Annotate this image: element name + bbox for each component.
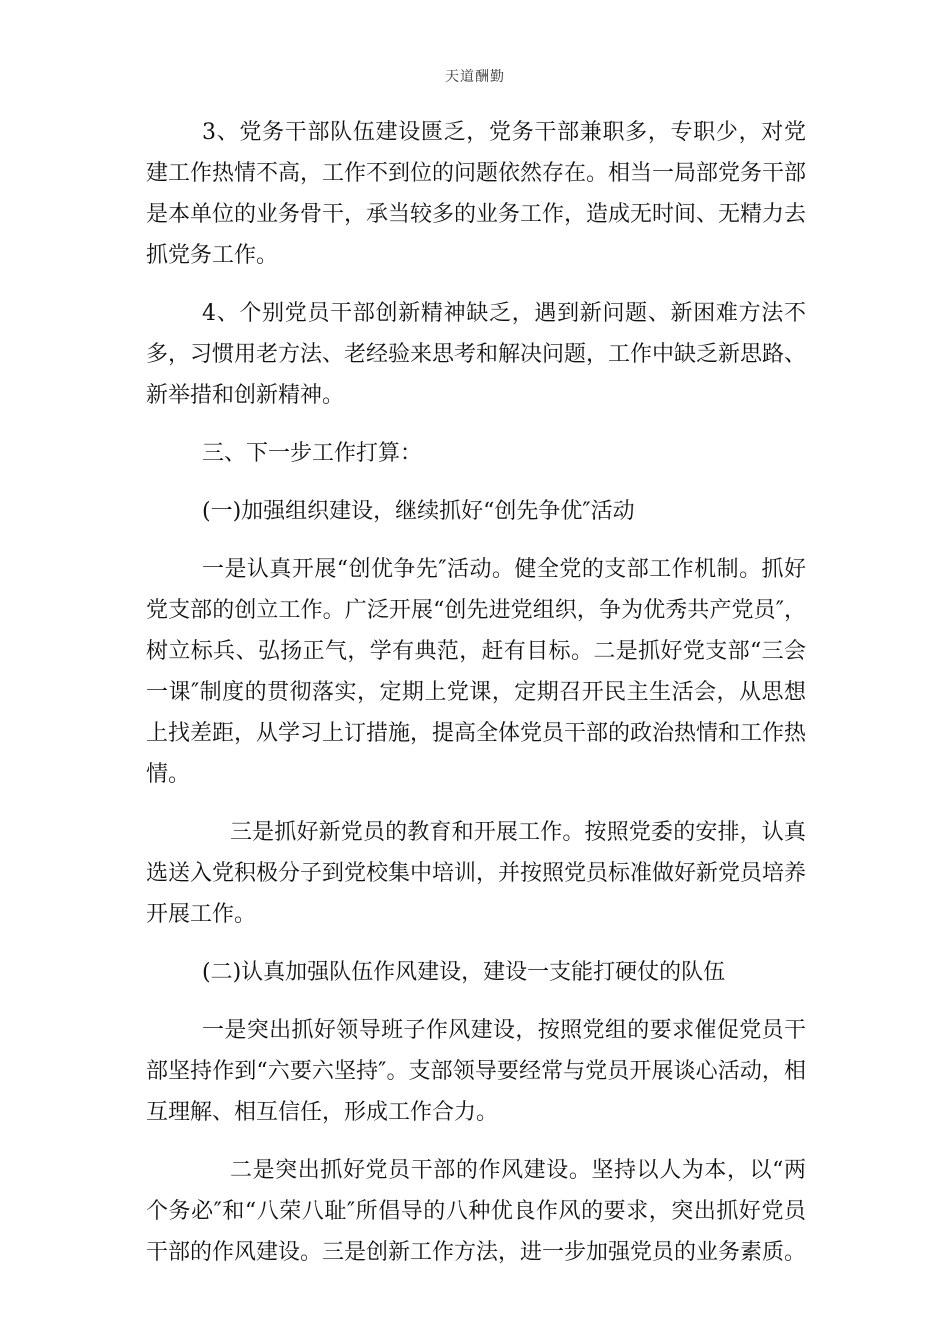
paragraph-item-4: 4、个别党员干部创新精神缺乏，遇到新问题、新困难方法不多，习惯用老方法、老经验来思考和解决问题，工作中缺乏新思路、新举措和创新精神。 (146, 301, 807, 408)
paragraph-item-3: 3、党务干部队伍建设匮乏，党务干部兼职多，专职少，对党建工作热情不高，工作不到位的问题依然存在。相当一局部党务干部是本单位的业务骨干，承当较多的业务工作，造成无时间、无精力去抓党务工作。 (146, 120, 807, 268)
paragraph-cadre-style: 二是突出抓好党员干部的作风建设。坚持以人为本，以“两个务必″和“八荣八耻″所倡导的八种优良作风的要求，突出抓好党员干部的作风建设。三是创新工作方法，进一步加强党员的业务素质。 (146, 1158, 807, 1265)
document-body (146, 112, 806, 1290)
paragraph-create-excellence: 一是认真开展“创优争先″活动。健全党的支部工作机制。抓好党支部的创立工作。广泛开展“创先进党组织，争为优秀共产党员″，树立标兵、弘扬正气，学有典范，赶有目标。二是抓好党支部“三会一课″制度的贯彻落实，定期上党课，定期召开民主生活会，从思想上找差距，从学习上订措施，提高全体党员干部的政治热情和工作热情。 (146, 557, 807, 787)
paragraph-leadership-style: 一是突出抓好领导班子作风建设，按照党组的要求催促党员干部坚持作到“六要六坚持″。支部领导要经常与党员开展谈心活动，相互理解、相互信任，形成工作合力。 (146, 1018, 806, 1125)
paragraph-new-members: 三是抓好新党员的教育和开展工作。按照党委的安排，认真选送入党积极分子到党校集中培训，并按照党员标准做好新党员培养开展工作。 (146, 820, 807, 927)
subheading-organization: (一)加强组织建设，继续抓好“创先争优″活动 (202, 499, 635, 524)
page-header: 天道酬勤 (445, 69, 505, 85)
section-heading-next-steps: 三、下一步工作打算： (202, 441, 423, 466)
subheading-team-style: (二)认真加强队伍作风建设，建设一支能打硬仗的队伍 (202, 960, 726, 985)
